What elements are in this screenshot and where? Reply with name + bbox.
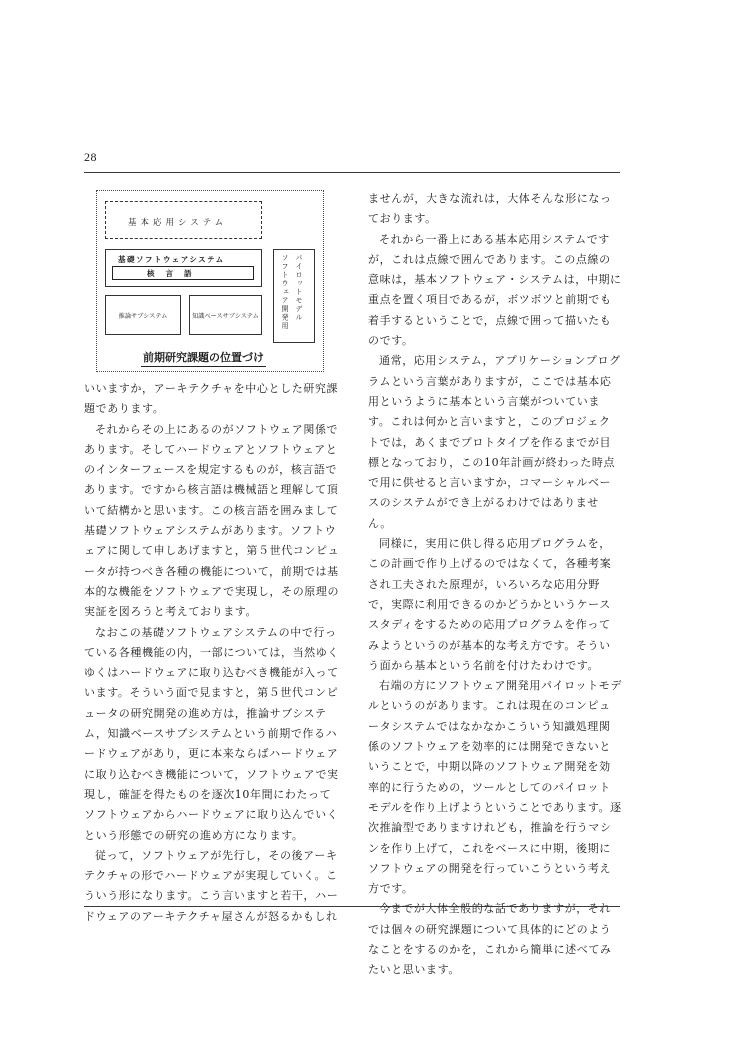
paragraph: ませんが，大きな流れは，大体そんな形になっております。 — [368, 192, 612, 226]
kernel-language-label: 核言語 — [147, 269, 203, 278]
paragraph: 通常，応用システム，アプリケーションプログラムという言葉がありますが，ここでは基本応用というように基本という言葉がついています。これは何かと言いますと，このプロジェクトでは，あくまでプロトタイプを作るまでが目標となっており，この10年計画が終わった時点で用に供せると言いますか，コマーシャルベースのシステムができ上がるわけではありません。 — [368, 354, 621, 530]
diagram-caption: 前期研究課題の位置づけ — [141, 349, 266, 367]
right-column — [368, 189, 622, 981]
research-diagram — [96, 190, 324, 372]
pilot-model-sublabel: ソフトウェア開発用 — [281, 254, 289, 331]
inference-subsystem-box — [105, 295, 181, 335]
paragraph: 右端の方にソフトウェア開発用パイロットモデルというのがあります。これは現在のコンピュータシステムではなかなかこういう知識処理関係のソフトウェアを効率的には開発できないということで，中期以降のソフトウェア開発を効率的に行うための，ツールとしてのパイロットモデルを作り上げようということであります。逐次推論型でありますけれども，推論を行うマシンを作り上げて，これをベースに中期，後期にソフトウェアの開発を行っていこうという考え方です。 — [368, 679, 622, 896]
paragraph: 同様に，実用に供し得る応用プログラムを，この計画で作り上げるのではなくて，各種考案され工夫された原理が，いろいろな応用分野で，実際に利用できるのかどうかというケーススタディをするための応用プログラムを作ってみようというのが基本的な考え方です。そういう面から基本という名前を付けたわけです。 — [368, 537, 612, 672]
paragraph: 今までが大体全般的な話でありますが，それでは個々の研究課題について具体的にどのようなことをするのかを，これから簡単に述べてみたいと思います。 — [368, 902, 612, 977]
paragraph: それから一番上にある基本応用システムですが，これは点線で囲んであります。この点線の意味は，基本ソフトウェア・システムは，中期に重点を置く項目であるが，ボツボツと前期でも着手するということで，点線で囲って描いたものです。 — [368, 232, 622, 348]
left-column — [84, 379, 342, 927]
application-system-label: 基本応用システム — [128, 218, 228, 228]
base-software-system-box — [105, 249, 262, 287]
paragraph: いいますか，アーキテクチャを中心とした研究課題であります。 — [84, 382, 339, 416]
pilot-model-label: パイロットモデル — [295, 254, 303, 322]
page-number: 28 — [84, 150, 97, 164]
footer-rule — [84, 906, 620, 907]
knowledge-base-subsystem-label: 知識ベースサブシステム — [192, 313, 259, 320]
pilot-model-box — [273, 249, 315, 343]
application-system-box — [105, 201, 262, 239]
header-rule — [84, 172, 620, 173]
knowledge-base-subsystem-box — [189, 295, 262, 335]
kernel-language-box — [112, 266, 254, 280]
paragraph: それからその上にあるのがソフトウェア関係であります。そしてハードウェアとソフトウェアとのインターフェースを規定するものが，核言語であります。ですから核言語は機械語と理解して頂いて結構かと思います。この核言語を囲みまして基礎ソフトウェアシステムがあります。ソフトウェアに関して申しあげますと，第５世代コンピュータが持つべき各種の機能について，前期では基本的な機能をソフトウェアで実現し，その原理の実証を図ろうと考えております。 — [84, 422, 340, 619]
base-software-system-label: 基礎ソフトウェアシステム — [118, 255, 225, 264]
inference-subsystem-label: 推論サブシステム — [118, 313, 168, 320]
paragraph: 従って，ソフトウェアが先行し，その後アーキテクチャの形でハードウェアが実現していく。こういう形になります。こう言いますと若干，ハードウェアのアーキテクチャ屋さんが怒るかもしれ — [84, 848, 339, 923]
paragraph: なおこの基礎ソフトウェアシステムの中で行っている各種機能の内，一部については，当然ゆくゆくはハードウェアに取り込むべき機能が入っています。そういう面で見ますと，第５世代コンピュータの研究開発の進め方は，推論サブシステム，知識ベースサブシステムという前期で作るハードウェアがあり，更に本来ならばハードウェアに取り込むべき機能について，ソフトウェアで実現し，確証を得たものを逐次10年間にわたってソフトウェアからハードウェアに取り込んでいくという形態での研究の進め方になります。 — [84, 625, 339, 842]
